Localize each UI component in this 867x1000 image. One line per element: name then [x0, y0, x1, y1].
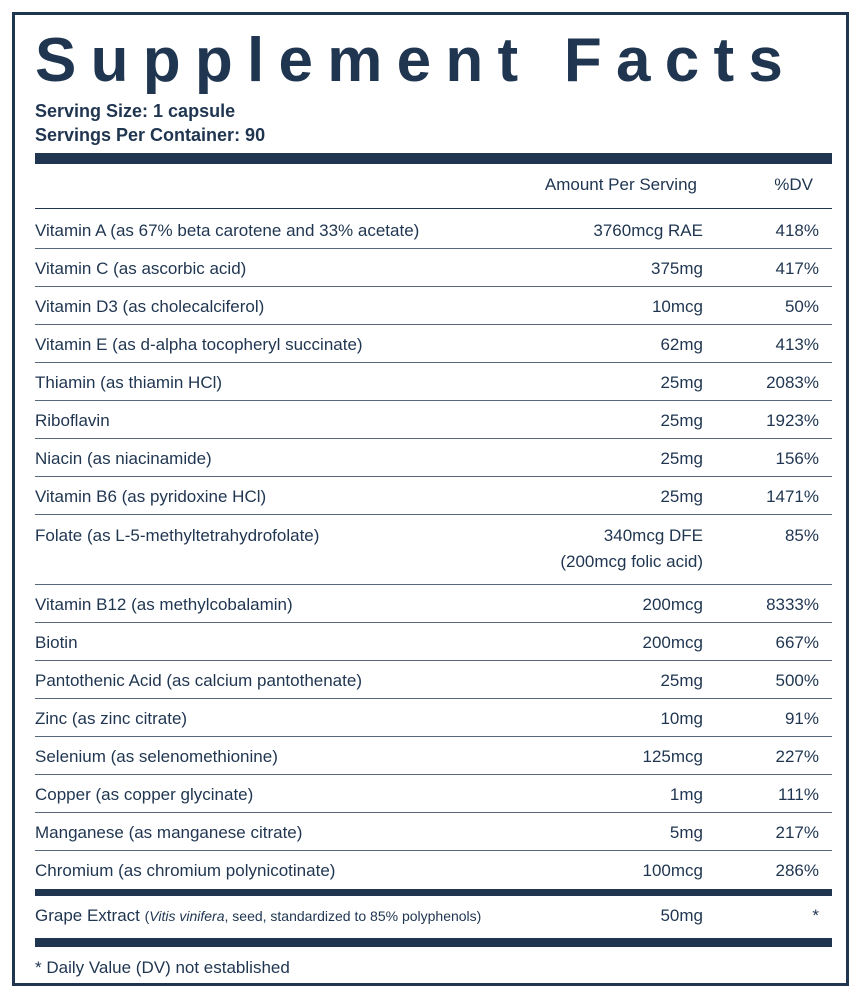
- nutrient-name: Vitamin B12 (as methylcobalamin): [35, 595, 293, 614]
- grape-extract-row: [35, 903, 832, 933]
- nutrient-name: Riboflavin: [35, 411, 110, 430]
- nutrient-name: Vitamin B6 (as pyridoxine HCl): [35, 487, 267, 506]
- nutrient-amount: 125mcg: [642, 747, 703, 766]
- grape-name-text: Grape Extract: [35, 906, 140, 925]
- supplement-facts-panel: [12, 12, 849, 986]
- header-divider: [35, 208, 832, 209]
- nutrient-name: Manganese (as manganese citrate): [35, 823, 303, 842]
- nutrient-name: Thiamin (as thiamin HCl): [35, 373, 223, 392]
- nutrient-row: [35, 211, 832, 249]
- nutrient-row: [35, 775, 832, 813]
- nutrient-name: Folate (as L-5-methyltetrahydrofolate): [35, 526, 320, 545]
- grape-extract-amount: 50mg: [660, 906, 703, 925]
- nutrient-amount: 25mg: [660, 449, 703, 468]
- nutrient-amount: 25mg: [660, 487, 703, 506]
- nutrient-amount: 100mcg: [642, 861, 703, 880]
- nutrient-dv: 85%: [784, 526, 819, 545]
- footnote: * Daily Value (DV) not established: [35, 958, 290, 977]
- grape-detail-open: (: [144, 908, 150, 924]
- nutrient-row: [35, 477, 832, 515]
- nutrient-dv: 1923%: [766, 411, 819, 430]
- nutrient-dv: 156%: [775, 449, 819, 468]
- nutrient-amount: 375mg: [651, 259, 703, 278]
- amount-column-header: Amount Per Serving: [544, 175, 697, 194]
- nutrient-name: Biotin: [35, 633, 78, 652]
- nutrient-dv: 1471%: [766, 487, 819, 506]
- nutrient-name: Vitamin C (as ascorbic acid): [35, 259, 247, 278]
- nutrient-amount: 200mcg: [642, 633, 703, 652]
- nutrient-name: Zinc (as zinc citrate): [35, 709, 188, 728]
- nutrient-row: [35, 699, 832, 737]
- nutrient-amount: 340mcg DFE: [603, 526, 703, 545]
- nutrient-name: Vitamin E (as d-alpha tocopheryl succinate): [35, 335, 363, 354]
- nutrient-row: [35, 623, 832, 661]
- nutrient-row: [35, 439, 832, 477]
- nutrient-amount: 5mg: [669, 823, 703, 842]
- nutrient-amount: 25mg: [660, 411, 703, 430]
- panel-title: Supplement Facts: [35, 26, 798, 95]
- nutrient-name: Selenium (as selenomethionine): [35, 747, 278, 766]
- nutrient-dv: 217%: [775, 823, 819, 842]
- nutrient-name: Copper (as copper glycinate): [35, 785, 254, 804]
- nutrient-row: [35, 515, 832, 585]
- thick-divider-middle: [35, 889, 832, 896]
- nutrient-row: [35, 585, 832, 623]
- nutrient-row: [35, 249, 832, 287]
- nutrient-row: [35, 661, 832, 699]
- nutrient-row: [35, 737, 832, 775]
- nutrient-dv: 418%: [775, 221, 819, 240]
- nutrient-dv: 667%: [775, 633, 819, 652]
- grape-extract-name: [35, 903, 481, 929]
- nutrient-amount: 25mg: [660, 671, 703, 690]
- servings-per-container: Servings Per Container: 90: [35, 125, 266, 145]
- nutrient-row: [35, 363, 832, 401]
- nutrient-name: Vitamin D3 (as cholecalciferol): [35, 297, 265, 316]
- nutrient-amount: 62mg: [660, 335, 703, 354]
- nutrient-amount: 3760mcg RAE: [593, 221, 703, 240]
- nutrient-amount-note: (200mcg folic acid): [560, 552, 703, 571]
- grape-detail: [145, 908, 482, 924]
- grape-latin-name: Vitis vinifera: [149, 908, 225, 924]
- nutrient-name: Vitamin A (as 67% beta carotene and 33% acetate): [35, 221, 420, 240]
- nutrient-dv: 417%: [775, 259, 819, 278]
- nutrient-name: Niacin (as niacinamide): [35, 449, 212, 468]
- thick-divider-bottom: [35, 938, 832, 947]
- nutrient-amount: 1mg: [669, 785, 703, 804]
- nutrient-amount: 25mg: [660, 373, 703, 392]
- nutrient-dv: 2083%: [766, 373, 819, 392]
- nutrient-dv: 8333%: [766, 595, 819, 614]
- grape-detail-rest: , seed, standardized to 85% polyphenols): [224, 908, 482, 924]
- nutrient-dv: 500%: [775, 671, 819, 690]
- nutrient-dv: 91%: [784, 709, 819, 728]
- nutrient-amount: 10mcg: [651, 297, 703, 316]
- nutrient-row: [35, 851, 832, 889]
- nutrient-row: [35, 287, 832, 325]
- nutrient-name: Pantothenic Acid (as calcium pantothenate): [35, 671, 362, 690]
- nutrient-amount: 10mg: [660, 709, 703, 728]
- nutrient-row: [35, 813, 832, 851]
- nutrient-amount: 200mcg: [642, 595, 703, 614]
- nutrient-name: Chromium (as chromium polynicotinate): [35, 861, 336, 880]
- grape-extract-dv: *: [812, 906, 819, 925]
- thick-divider-top: [35, 153, 832, 164]
- nutrient-dv: 286%: [775, 861, 819, 880]
- dv-column-header: %DV: [774, 175, 813, 194]
- nutrient-row: [35, 401, 832, 439]
- nutrient-dv: 50%: [784, 297, 819, 316]
- nutrient-dv: 227%: [775, 747, 819, 766]
- nutrient-dv: 111%: [778, 785, 819, 804]
- serving-size: Serving Size: 1 capsule: [35, 101, 236, 121]
- nutrient-dv: 413%: [775, 335, 819, 354]
- nutrient-row: [35, 325, 832, 363]
